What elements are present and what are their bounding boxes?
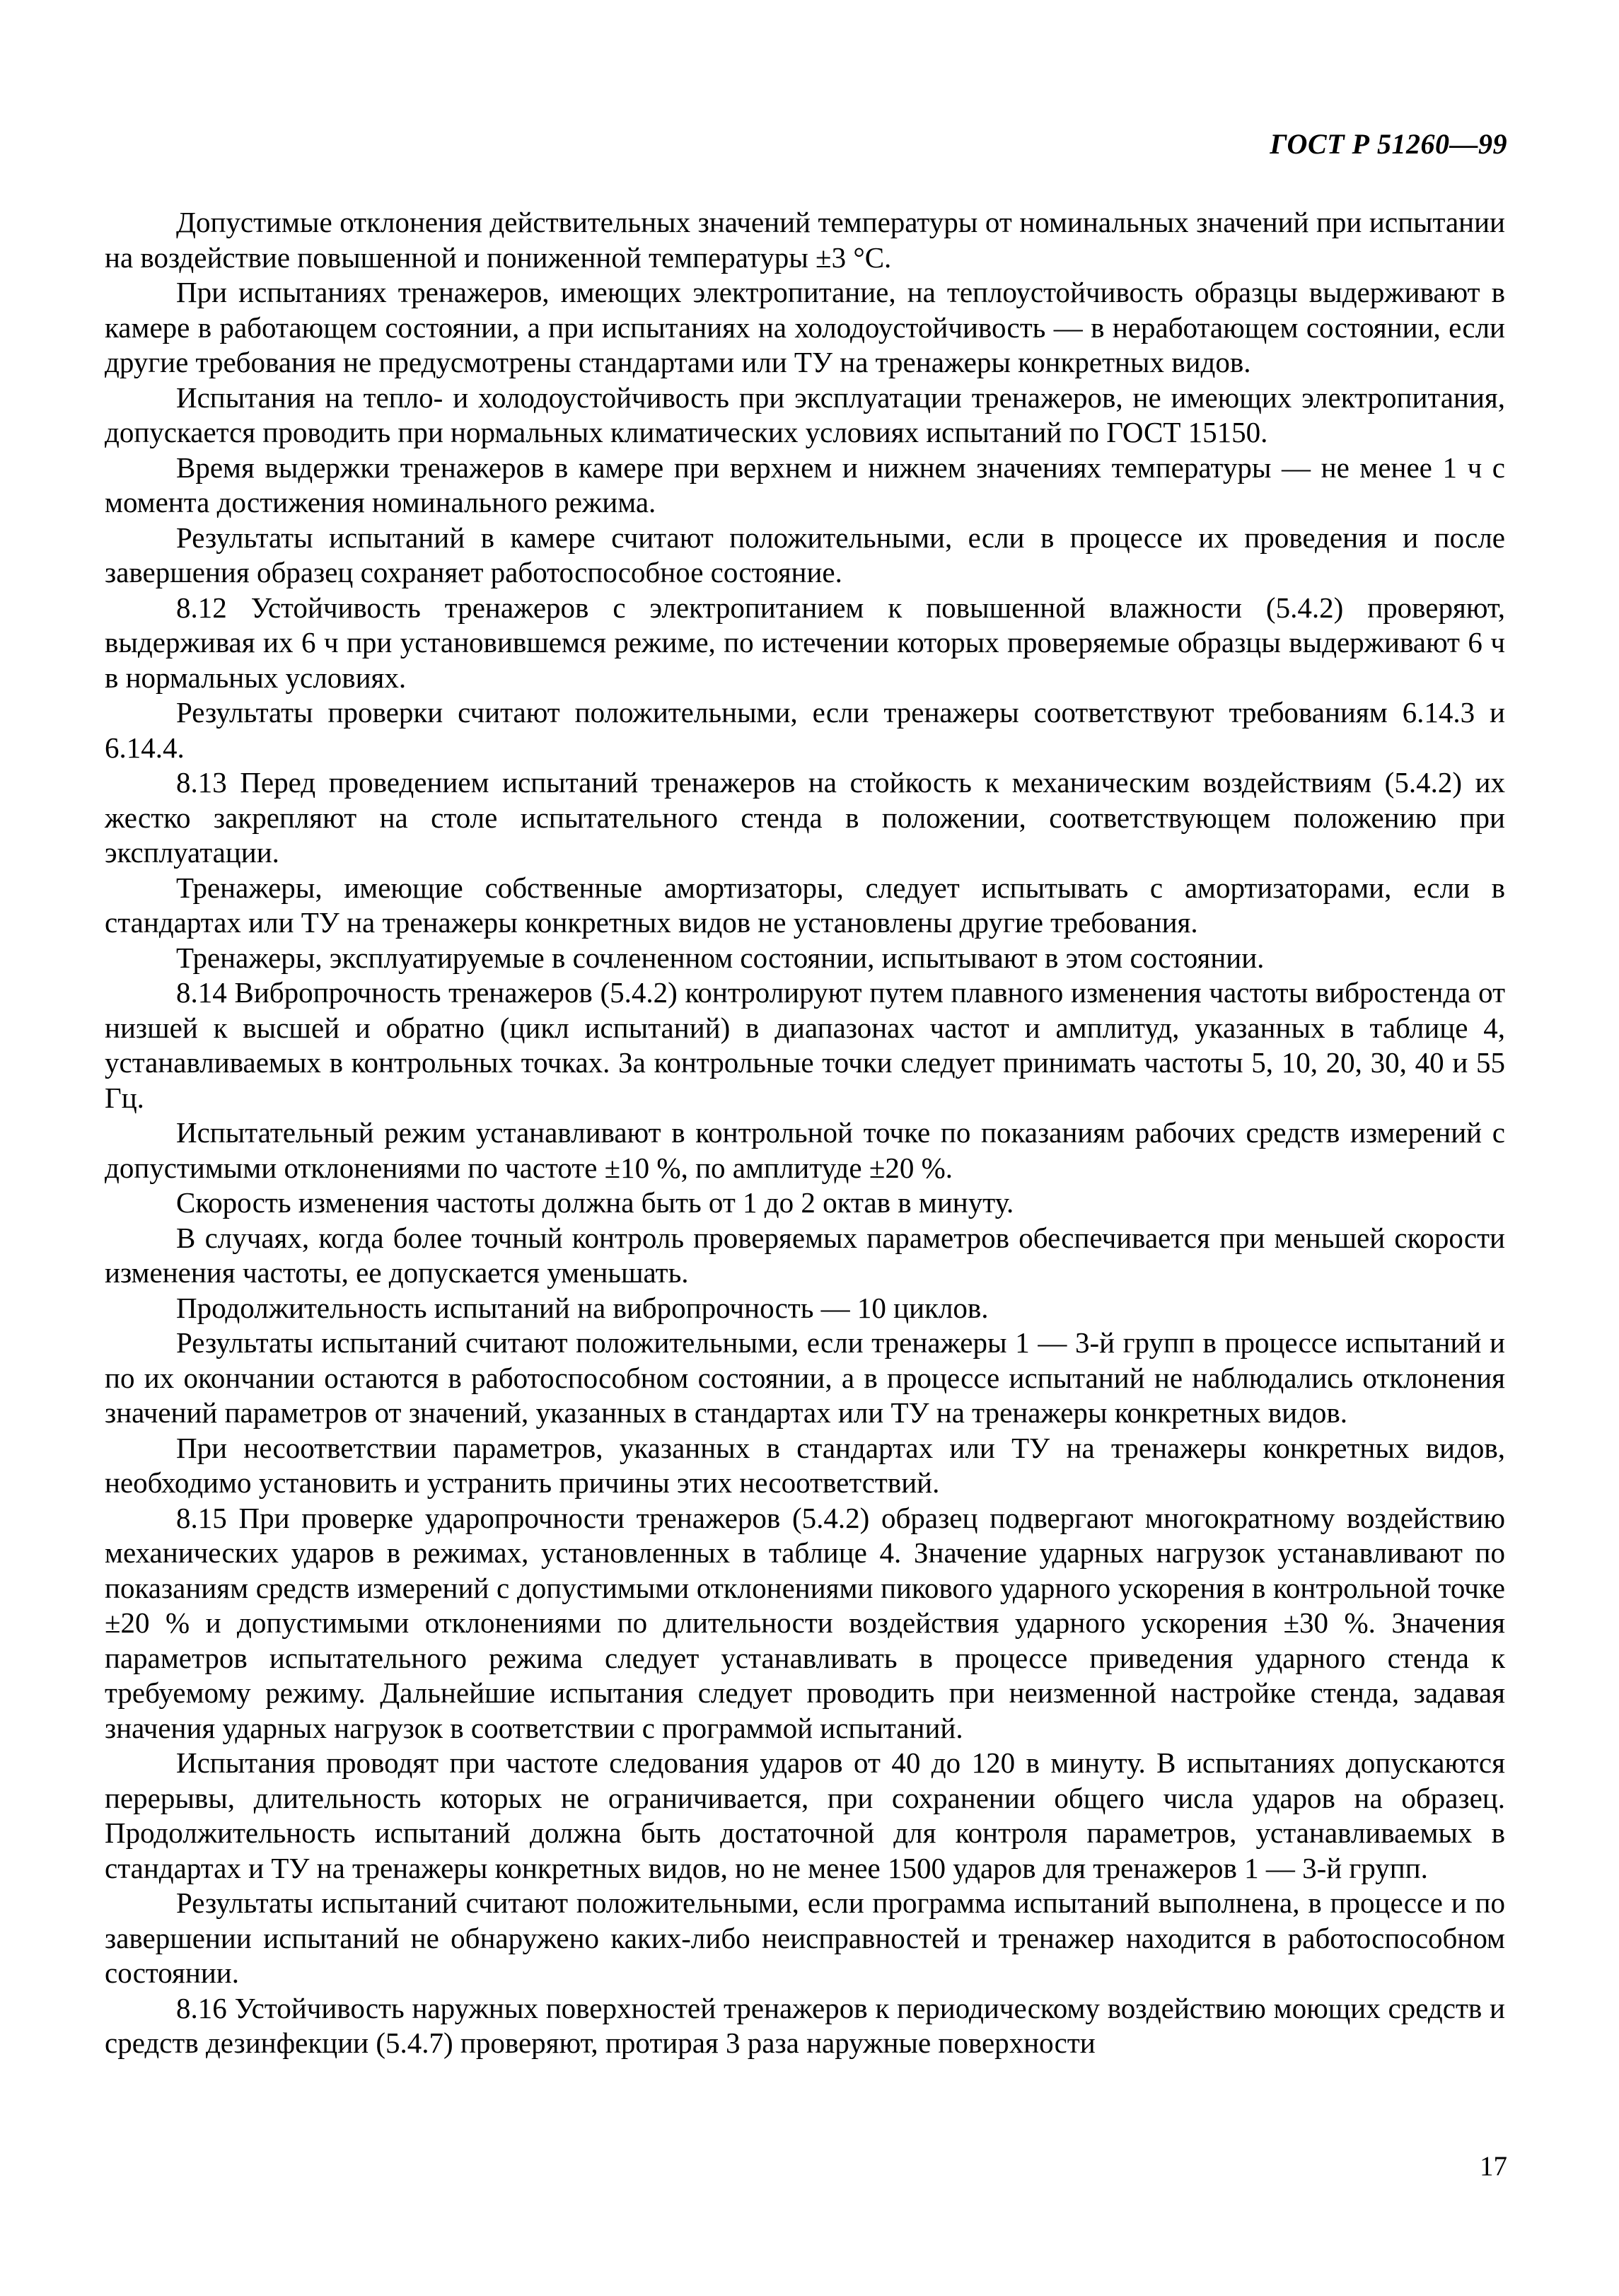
paragraph: 8.12 Устойчивость тренажеров с электропитанием к повышенной влажности (5.4.2) проверяют, выдерживая их 6 ч при установившемся режиме, по истечении которых проверяемые образцы выдерживают 6 ч в нормальных условиях.: [105, 591, 1505, 694]
document-header: ГОСТ Р 51260—99: [1270, 128, 1507, 160]
document-body: [105, 205, 1505, 2061]
paragraph: 8.16 Устойчивость наружных поверхностей тренажеров к периодическому воздействию моющих средств и средств дезинфекции (5.4.7) проверяют, протирая 3 раза наружные поверхности: [105, 1991, 1505, 2059]
paragraph: 8.13 Перед проведением испытаний тренажеров на стойкость к механическим воздействиям (5.4.2) их жестко закрепляют на столе испытательного стенда в положении, соответствующем положению при эксплуатации.: [105, 766, 1505, 869]
paragraph: При несоответствии параметров, указанных в стандартах или ТУ на тренажеры конкретных видов, необходимо установить и устранить причины этих несоответствий.: [105, 1431, 1505, 1499]
paragraph: Время выдержки тренажеров в камере при верхнем и нижнем значениях температуры — не менее 1 ч с момента достижения номинального режима.: [105, 451, 1505, 518]
paragraph: Результаты испытаний в камере считают положительными, если в процессе их проведения и после завершения образец сохраняет работоспособное состояние.: [105, 521, 1505, 589]
paragraph: Результаты проверки считают положительными, если тренажеры соответствуют требованиям 6.14.3 и 6.14.4.: [105, 696, 1505, 764]
page-number: 17: [1480, 2151, 1507, 2181]
paragraph: Тренажеры, имеющие собственные амортизаторы, следует испытывать с амортизаторами, если в стандартах или ТУ на тренажеры конкретных видов не установлены другие требования.: [105, 871, 1505, 939]
paragraph: Допустимые отклонения действительных значений температуры от номинальных значений при испытании на воздействие повышенной и пониженной температуры ±3 °С.: [105, 206, 1505, 274]
paragraph: Продолжительность испытаний на вибропрочность — 10 циклов.: [176, 1291, 989, 1324]
paragraph: Испытания проводят при частоте следования ударов от 40 до 120 в минуту. В испытаниях допускаются перерывы, длительность которых не ограничивается, при сохранении общего числа ударов на образец. Продолжительность испытаний должна быть достаточной для контроля параметров, устанавливаемых в стандартах и ТУ на тренажеры конкретных видов, но не менее 1500 ударов для тренажеров 1 — 3-й групп.: [105, 1746, 1505, 1884]
paragraph: 8.14 Вибропрочность тренажеров (5.4.2) контролируют путем плавного изменения частоты вибростенда от низшей к высшей и обратно (цикл испытаний) в диапазонах частот и амплитуд, указанных в таблице 4, устанавливаемых в контрольных точках. За контрольные точки следует принимать частоты 5, 10, 20, 30, 40 и 55 Гц.: [105, 976, 1505, 1114]
paragraph: Испытания на тепло- и холодоустойчивость при эксплуатации тренажеров, не имеющих электропитания, допускается проводить при нормальных климатических условиях испытаний по ГОСТ 15150.: [105, 381, 1505, 448]
paragraph: Испытательный режим устанавливают в контрольной точке по показаниям рабочих средств измерений с допустимыми отклонениями по частоте ±10 %, по амплитуде ±20 %.: [105, 1116, 1505, 1184]
paragraph: Результаты испытаний считают положительными, если программа испытаний выполнена, в процессе и по завершении испытаний не обнаружено каких-либо неисправностей и тренажер находится в работоспособном состоянии.: [105, 1886, 1505, 1989]
paragraph: Тренажеры, эксплуатируемые в сочлененном состоянии, испытывают в этом состоянии.: [176, 941, 1265, 974]
paragraph: При испытаниях тренажеров, имеющих электропитание, на теплоустойчивость образцы выдерживают в камере в работающем состоянии, а при испытаниях на холодоустойчивость — в неработающем состоянии, если другие требования не предусмотрены стандартами или ТУ на тренажеры конкретных видов.: [105, 276, 1505, 378]
paragraph: В случаях, когда более точный контроль проверяемых параметров обеспечивается при меньшей скорости изменения частоты, ее допускается уменьшать.: [105, 1221, 1505, 1289]
paragraph: 8.15 При проверке ударопрочности тренажеров (5.4.2) образец подвергают многократному воздействию механических ударов в режимах, установленных в таблице 4. Значение ударных нагрузок устанавливают по показаниям средств измерений с допустимыми отклонениями пикового ударного ускорения в контрольной точке ±20 % и допустимыми отклонениями по длительности воздействия ударного ускорения ±30 %. Значения параметров испытательного режима следует устанавливать в процессе приведения ударного стенда к требуемому режиму. Дальнейшие испытания следует проводить при неизменной настройке стенда, задавая значения ударных нагрузок в соответствии с программой испытаний.: [105, 1501, 1505, 1744]
paragraph: Результаты испытаний считают положительными, если тренажеры 1 — 3-й групп в процессе испытаний и по их окончании остаются в работоспособном состоянии, а в процессе испытаний не наблюдались отклонения значений параметров от значений, указанных в стандартах или ТУ на тренажеры конкретных видов.: [105, 1326, 1505, 1429]
paragraph: Скорость изменения частоты должна быть от 1 до 2 октав в минуту.: [176, 1186, 1014, 1219]
